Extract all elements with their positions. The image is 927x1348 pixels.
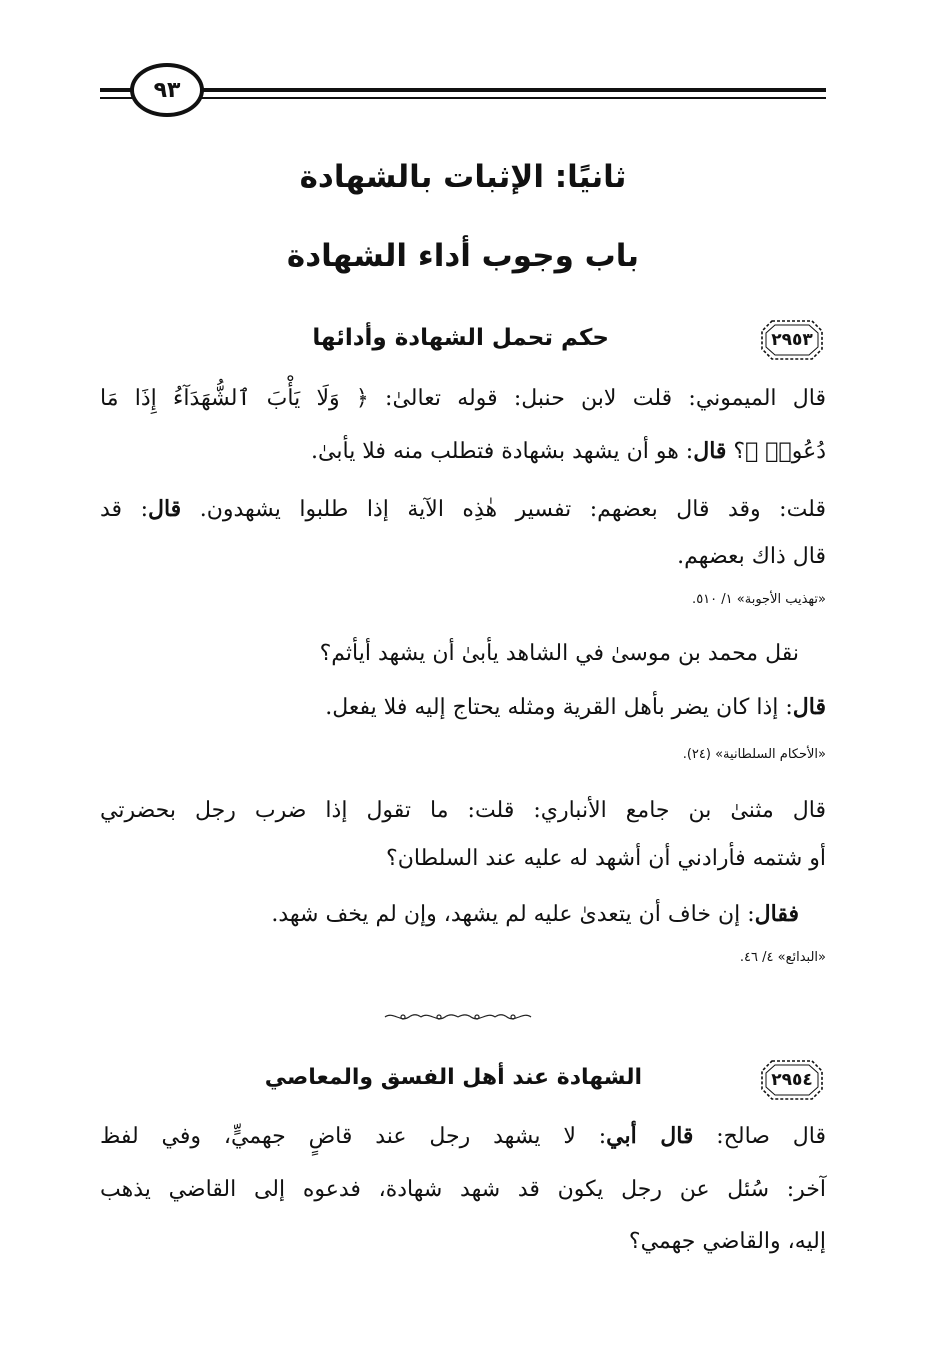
page-number: ٩٣ <box>130 63 204 117</box>
section-heading: ثانيًا: الإثبات بالشهادة <box>299 159 627 195</box>
text-line: إليه، والقاضي جهمي؟ <box>628 1229 826 1254</box>
text: قال صالح: <box>693 1124 827 1149</box>
speaker-label: قال <box>792 694 826 720</box>
header-rule-thick <box>100 88 826 92</box>
text: : هو أن يشهد بشهادة فتطلب منه فلا يأبىٰ. <box>311 439 694 464</box>
entry-number-badge <box>758 317 826 363</box>
text: قلت: وقد قال بعضهم: تفسير هٰذِه الآية إذا طلبوا يشهدون. <box>181 497 826 522</box>
entry-number-badge <box>758 1057 826 1103</box>
text-line: أو شتمه فأرادني أن أشهد له عليه عند السلطان؟ <box>386 846 826 871</box>
entry-title: الشهادة عند أهل الفسق والمعاصي <box>264 1065 642 1090</box>
text: : قد <box>100 497 148 522</box>
chapter-heading: باب وجوب أداء الشهادة <box>286 238 640 274</box>
source-citation: «الأحكام السلطانية» (٢٤). <box>682 747 826 762</box>
floral-divider-icon <box>383 1010 533 1024</box>
text-line: قال مثنىٰ بن جامع الأنباري: قلت: ما تقول إذا ضرب رجل بحضرتي <box>100 798 826 823</box>
entry-number: ٢٩٥٣ <box>771 330 813 350</box>
text-line <box>325 680 826 735</box>
header-rule-thin <box>100 97 826 99</box>
text-line: آخر: سُئل عن رجل يكون قد شهد شهادة، فدعوه إلى القاضي يذهب <box>100 1177 826 1202</box>
verse-end: دُعُوا۟ ﴾؟ <box>726 439 826 464</box>
speaker-label: قال أبي <box>606 1123 694 1149</box>
text: : إذا كان يضر بأهل القرية ومثله يحتاج إليه فلا يفعل. <box>325 695 793 720</box>
text: : لا يشهد رجل عند قاضٍ جهميٍّ، وفي لفظ <box>100 1124 607 1149</box>
speaker-label: قال <box>147 496 182 522</box>
text: : إن خاف أن يتعدىٰ عليه لم يشهد، وإن لم يخف شهد. <box>271 902 755 927</box>
text-line <box>100 1109 826 1164</box>
text-line: نقل محمد بن موسىٰ في الشاهد يأبىٰ أن يشهد أيأثم؟ <box>319 641 799 666</box>
text-line <box>100 372 826 426</box>
text-line <box>311 424 826 479</box>
text-line <box>271 887 799 942</box>
text-line: قال ذاك بعضهم. <box>677 544 826 569</box>
speaker-label: قال <box>693 438 727 464</box>
entry-number: ٢٩٥٤ <box>771 1070 813 1090</box>
source-citation: «البدائع» ٤/ ٤٦. <box>739 950 826 965</box>
entry-title: حكم تحمل الشهادة وأدائها <box>312 325 609 351</box>
speaker-label: فقال <box>754 901 799 927</box>
text: قال الميموني: قلت لابن حنبل: قوله تعالىٰ: ﴿ وَلَا يَأْبَ ٱلشُّهَدَآءُ إِذَا مَا <box>100 386 826 411</box>
source-citation: «تهذيب الأجوبة» ١/ ٥١٠. <box>692 592 826 607</box>
text-line <box>100 482 826 537</box>
